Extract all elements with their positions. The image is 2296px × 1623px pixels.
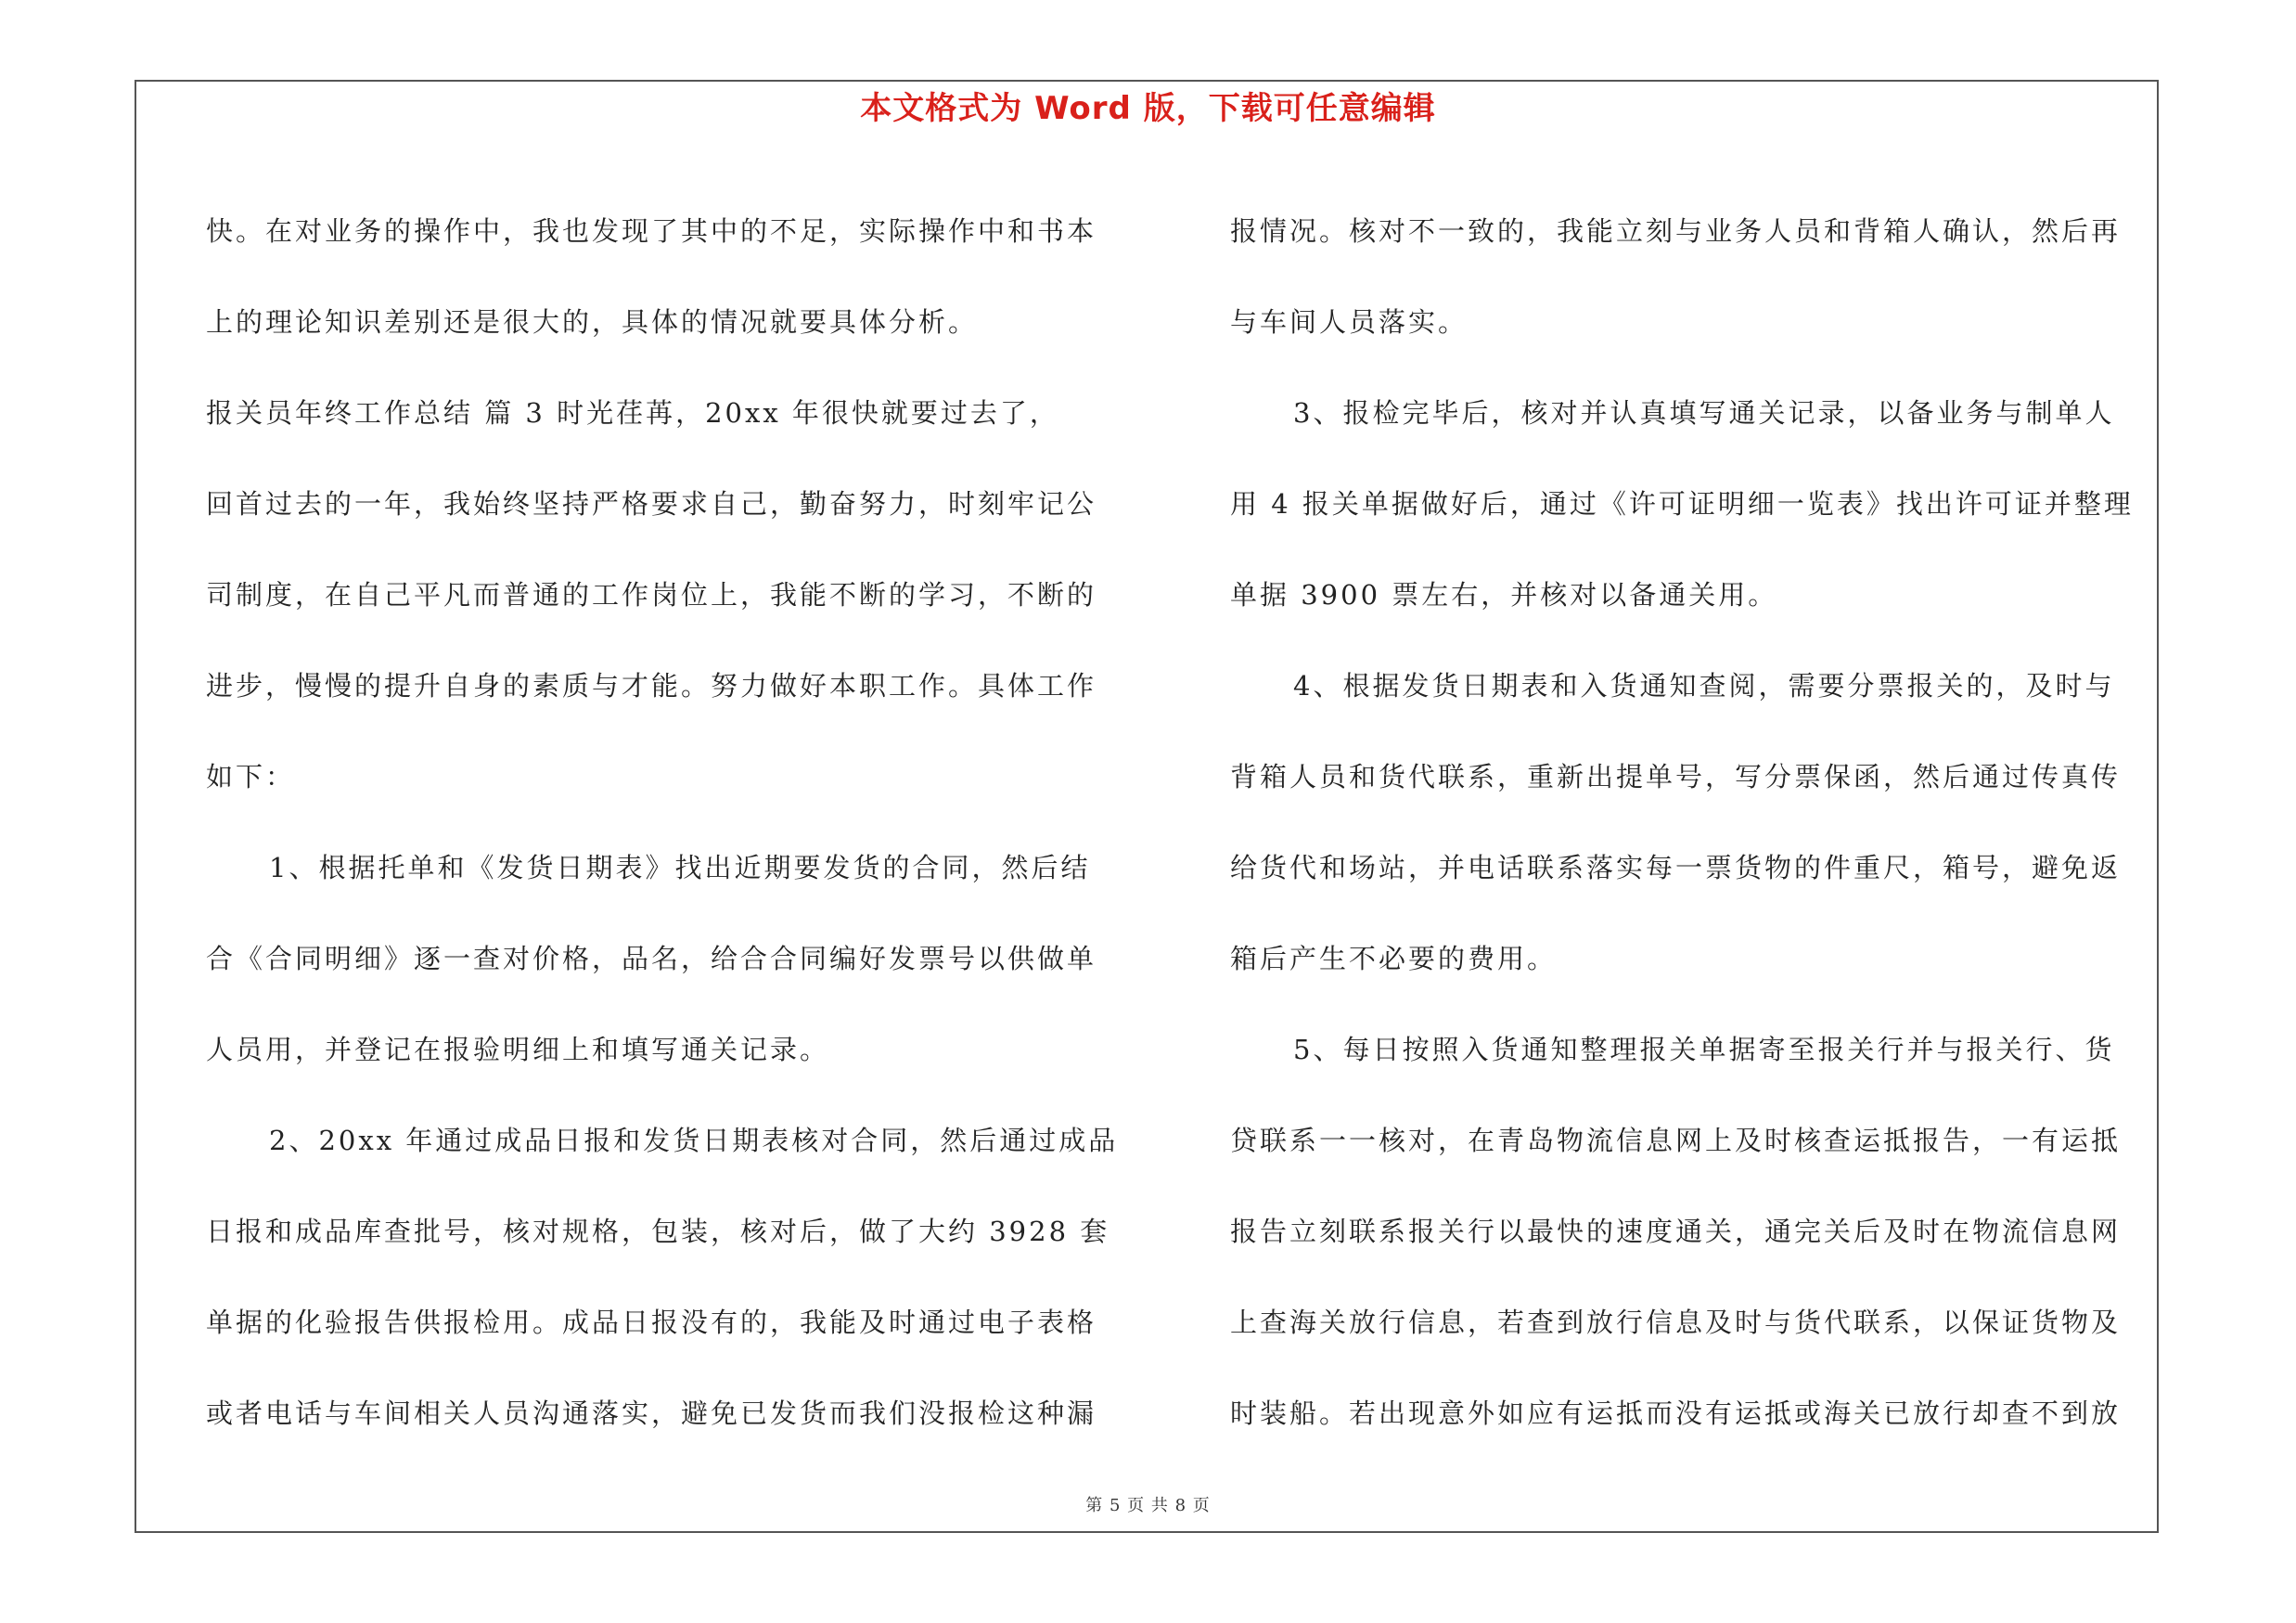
list-item-5: 5、每日按照入货通知整理报关单据寄至报关行并与报关行、货 [1293, 1034, 2115, 1065]
text-line: 快。在对业务的操作中，我也发现了其中的不足，实际操作中和书本 [206, 215, 1097, 247]
format-banner: 本文格式为 Word 版，下载可任意编辑 [860, 90, 1436, 127]
text-line: 箱后产生不必要的费用。 [1230, 943, 1558, 974]
list-item-4: 4、根据发货日期表和入货通知查阅，需要分票报关的，及时与 [1293, 670, 2115, 702]
text-line: 如下： [206, 761, 296, 792]
list-item-2: 2、20xx 年通过成品日报和发货日期表核对合同，然后通过成品 [269, 1125, 1119, 1156]
text-line: 进步，慢慢的提升自身的素质与才能。努力做好本职工作。具体工作 [206, 670, 1097, 702]
text-line: 上的理论知识差别还是很大的，具体的情况就要具体分析。 [206, 306, 979, 338]
left-column [206, 186, 1124, 1459]
page-number: 第 5 页 共 8 页 [1085, 1496, 1211, 1515]
text-line: 时装船。若出现意外如应有运抵而没有运抵或海关已放行却查不到放 [1230, 1398, 2122, 1429]
text-line: 用 4 报关单据做好后，通过《许可证明细一览表》找出许可证并整理 [1230, 488, 2134, 520]
text-line: 背箱人员和货代联系，重新出提单号，写分票保函，然后通过传真传 [1230, 761, 2122, 792]
text-line: 或者电话与车间相关人员沟通落实，避免已发货而我们没报检这种漏 [206, 1398, 1097, 1429]
text-line: 司制度，在自己平凡而普通的工作岗位上，我能不断的学习，不断的 [206, 579, 1097, 611]
text-line: 人员用，并登记在报验明细上和填写通关记录。 [206, 1034, 830, 1065]
text-line: 单据 3900 票左右，并核对以备通关用。 [1230, 579, 1778, 611]
text-line: 给货代和场站，并电话联系落实每一票货物的件重尺，箱号，避免返 [1230, 852, 2122, 883]
section-heading-line: 报关员年终工作总结 篇 3 时光荏苒，20xx 年很快就要过去了， [206, 397, 1059, 429]
text-line: 单据的化验报告供报检用。成品日报没有的，我能及时通过电子表格 [206, 1307, 1097, 1338]
text-line: 与车间人员落实。 [1230, 306, 1469, 338]
text-line: 日报和成品库查批号，核对规格，包装，核对后，做了大约 3928 套 [206, 1216, 1110, 1247]
right-column [1230, 186, 2148, 1459]
list-item-3: 3、报检完毕后，核对并认真填写通关记录，以备业务与制单人 [1293, 397, 2115, 429]
text-line: 合《合同明细》逐一查对价格，品名，给合合同编好发票号以供做单 [206, 943, 1097, 974]
list-item-1: 1、根据托单和《发货日期表》找出近期要发货的合同，然后结 [269, 852, 1091, 883]
text-line: 贷联系一一核对，在青岛物流信息网上及时核查运抵报告，一有运抵 [1230, 1125, 2122, 1156]
text-line: 报告立刻联系报关行以最快的速度通关，通完关后及时在物流信息网 [1230, 1216, 2122, 1247]
text-line: 上查海关放行信息，若查到放行信息及时与货代联系，以保证货物及 [1230, 1307, 2122, 1338]
text-line: 回首过去的一年，我始终坚持严格要求自己，勤奋努力，时刻牢记公 [206, 488, 1097, 520]
text-line: 报情况。核对不一致的，我能立刻与业务人员和背箱人确认，然后再 [1230, 215, 2122, 247]
